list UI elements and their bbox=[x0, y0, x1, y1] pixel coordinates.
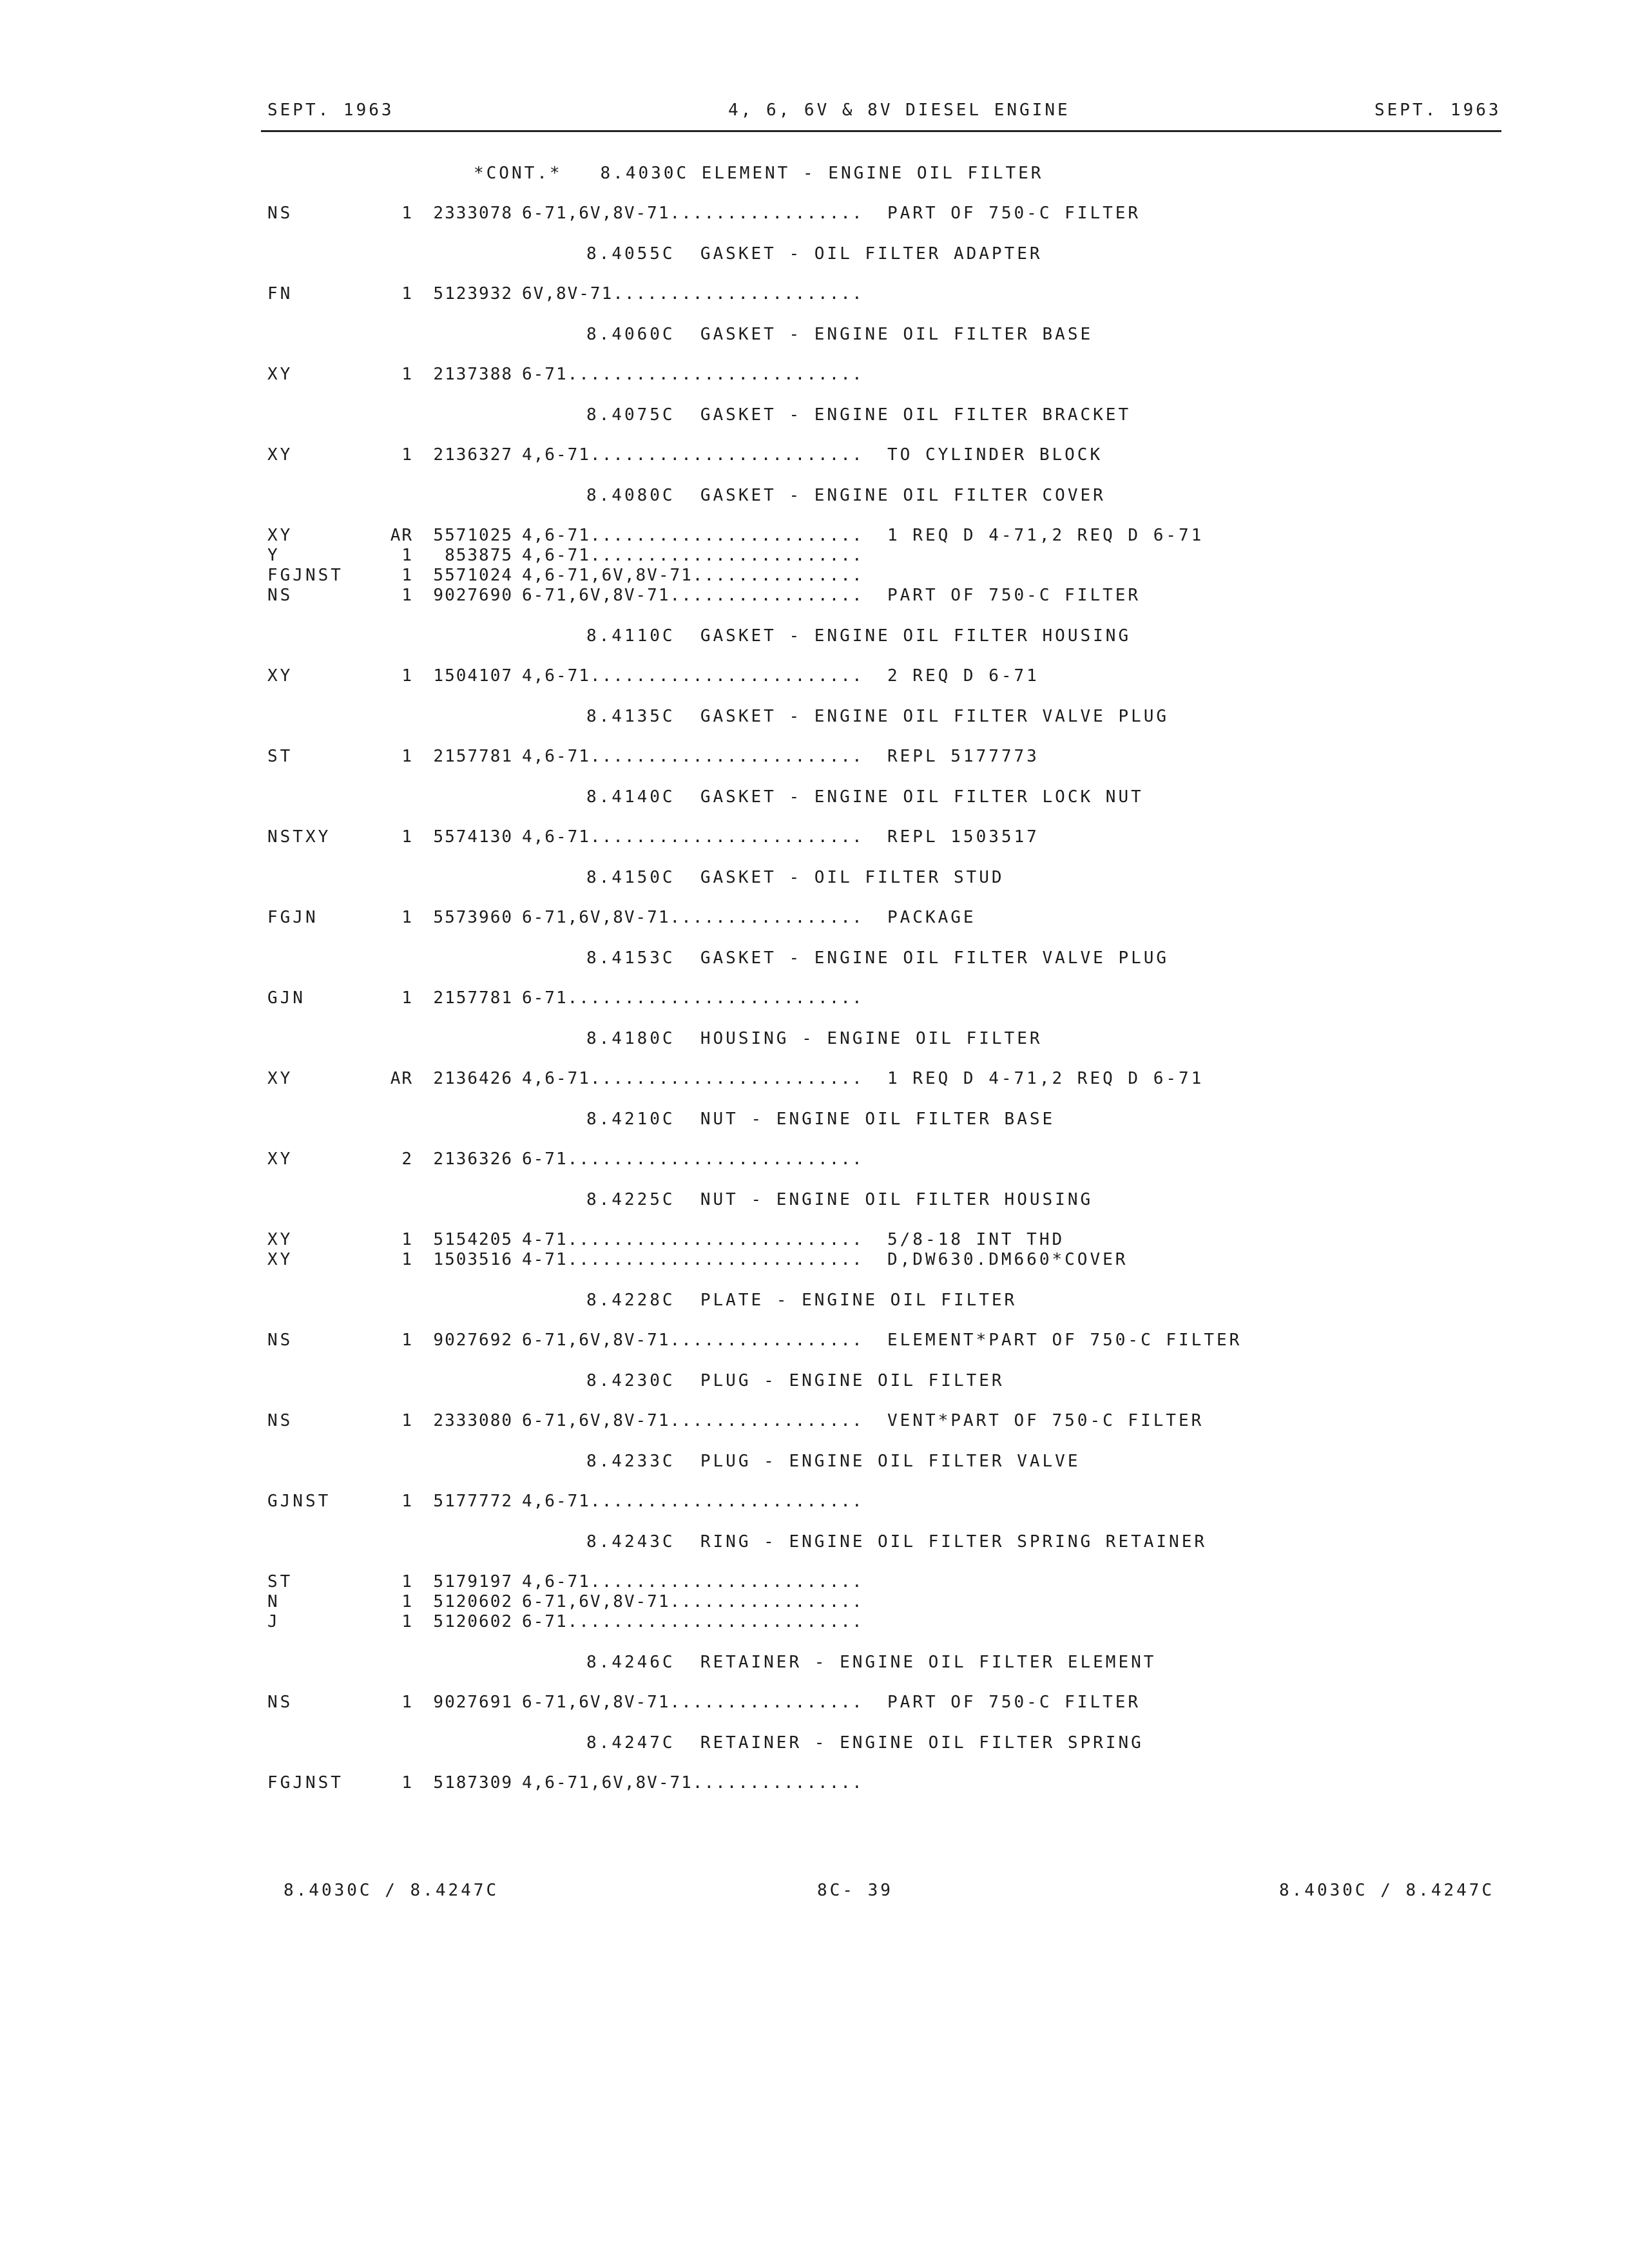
part-row bbox=[0, 747, 1629, 767]
part-qty: 1 bbox=[401, 566, 413, 585]
part-note: D,DW630.DM660*COVER bbox=[887, 1250, 1128, 1269]
section-title: 8.4180C HOUSING - ENGINE OIL FILTER bbox=[586, 1029, 1043, 1048]
part-code: XY bbox=[267, 1069, 293, 1088]
part-row bbox=[0, 1069, 1629, 1089]
section-entries bbox=[0, 908, 1629, 928]
part-row bbox=[0, 526, 1629, 546]
header-title: 4, 6, 6V & 8V DIESEL ENGINE bbox=[728, 101, 1070, 120]
section-title: 8.4243C RING - ENGINE OIL FILTER SPRING RETAINER bbox=[586, 1532, 1208, 1552]
section-entries bbox=[0, 1331, 1629, 1350]
part-pn: 2136326 bbox=[433, 1149, 513, 1169]
part-desc: 4,6-71........................ bbox=[522, 1492, 863, 1511]
part-desc: 6V,8V-71...................... bbox=[522, 284, 863, 303]
section-entries bbox=[0, 1693, 1629, 1713]
part-qty: 1 bbox=[401, 365, 413, 384]
part-pn: 2333078 bbox=[433, 204, 513, 223]
part-code: FGJN bbox=[267, 908, 318, 927]
section-heading bbox=[0, 947, 1629, 988]
footer-page-number: 8C- 39 bbox=[817, 1881, 893, 1900]
section-entries bbox=[0, 666, 1629, 686]
part-note: TO CYLINDER BLOCK bbox=[887, 445, 1103, 465]
part-note: VENT*PART OF 750-C FILTER bbox=[887, 1411, 1204, 1430]
part-pn: 9027690 bbox=[433, 586, 513, 605]
part-desc: 4,6-71........................ bbox=[522, 666, 863, 686]
section-entries bbox=[0, 988, 1629, 1008]
part-desc: 4-71.......................... bbox=[522, 1250, 863, 1269]
part-row bbox=[0, 666, 1629, 686]
part-desc: 4,6-71,6V,8V-71............... bbox=[522, 566, 863, 585]
part-note: 1 REQ D 4-71,2 REQ D 6-71 bbox=[887, 1069, 1204, 1088]
part-qty: AR bbox=[390, 1069, 413, 1088]
part-desc: 6-71.......................... bbox=[522, 1149, 863, 1169]
part-row bbox=[0, 1612, 1629, 1632]
part-row bbox=[0, 1572, 1629, 1592]
part-note: REPL 1503517 bbox=[887, 827, 1039, 847]
section-heading bbox=[0, 706, 1629, 747]
part-desc: 6-71,6V,8V-71................. bbox=[522, 586, 863, 605]
part-desc: 6-71,6V,8V-71................. bbox=[522, 1411, 863, 1430]
part-desc: 4,6-71,6V,8V-71............... bbox=[522, 1773, 863, 1792]
part-code: NS bbox=[267, 1331, 293, 1350]
part-pn: 5154205 bbox=[433, 1230, 513, 1249]
section-title: 8.4080C GASKET - ENGINE OIL FILTER COVER bbox=[586, 486, 1106, 505]
part-note: 2 REQ D 6-71 bbox=[887, 666, 1039, 686]
section-title: 8.4233C PLUG - ENGINE OIL FILTER VALVE bbox=[586, 1452, 1081, 1471]
section-heading bbox=[0, 1531, 1629, 1572]
part-desc: 4,6-71........................ bbox=[522, 1069, 863, 1088]
section-entries bbox=[0, 284, 1629, 304]
section-title: 8.4228C PLATE - ENGINE OIL FILTER bbox=[586, 1291, 1017, 1310]
part-pn: 2137388 bbox=[433, 365, 513, 384]
section-entries bbox=[0, 1773, 1629, 1793]
part-desc: 4,6-71........................ bbox=[522, 827, 863, 847]
part-pn: 5177772 bbox=[433, 1492, 513, 1511]
header-divider bbox=[261, 130, 1501, 132]
section-entries bbox=[0, 365, 1629, 385]
section-heading bbox=[0, 1732, 1629, 1773]
part-code: XY bbox=[267, 365, 293, 384]
section-heading bbox=[0, 1028, 1629, 1069]
section-title: 8.4210C NUT - ENGINE OIL FILTER BASE bbox=[586, 1110, 1055, 1129]
part-note: PART OF 750-C FILTER bbox=[887, 1693, 1141, 1712]
part-code: GJNST bbox=[267, 1492, 331, 1511]
part-row bbox=[0, 1411, 1629, 1431]
part-desc: 4,6-71........................ bbox=[522, 1572, 863, 1591]
section-entries bbox=[0, 445, 1629, 465]
section-heading bbox=[0, 1651, 1629, 1693]
part-code: FGJNST bbox=[267, 566, 343, 585]
part-qty: 1 bbox=[401, 747, 413, 766]
header-date-left: SEPT. 1963 bbox=[267, 101, 394, 120]
part-code: XY bbox=[267, 666, 293, 686]
section-title: 8.4153C GASKET - ENGINE OIL FILTER VALVE PLUG bbox=[586, 948, 1170, 968]
section-entries bbox=[0, 1149, 1629, 1169]
part-code: NS bbox=[267, 204, 293, 223]
section-heading bbox=[0, 1189, 1629, 1230]
part-qty: 2 bbox=[401, 1149, 413, 1169]
section-title: 8.4135C GASKET - ENGINE OIL FILTER VALVE PLUG bbox=[586, 707, 1170, 726]
part-qty: 1 bbox=[401, 1693, 413, 1712]
part-row bbox=[0, 284, 1629, 304]
section-heading bbox=[0, 1450, 1629, 1492]
section-title: 8.4110C GASKET - ENGINE OIL FILTER HOUSING bbox=[586, 626, 1132, 646]
part-desc: 6-71.......................... bbox=[522, 1612, 863, 1631]
part-row bbox=[0, 1592, 1629, 1612]
part-qty: 1 bbox=[401, 1492, 413, 1511]
part-code: NS bbox=[267, 586, 293, 605]
part-desc: 6-71,6V,8V-71................. bbox=[522, 1331, 863, 1350]
part-qty: 1 bbox=[401, 204, 413, 223]
part-qty: AR bbox=[390, 526, 413, 545]
section-entries bbox=[0, 747, 1629, 767]
footer-range-left: 8.4030C / 8.4247C bbox=[284, 1881, 499, 1900]
part-row bbox=[0, 365, 1629, 385]
section-heading bbox=[0, 625, 1629, 666]
part-row bbox=[0, 1492, 1629, 1512]
part-code: J bbox=[267, 1612, 280, 1631]
part-row bbox=[0, 566, 1629, 586]
part-code: ST bbox=[267, 1572, 293, 1591]
parts-list bbox=[0, 162, 1629, 1812]
part-row bbox=[0, 1693, 1629, 1713]
section-entries bbox=[0, 827, 1629, 847]
part-code: XY bbox=[267, 1230, 293, 1249]
part-pn: 5571024 bbox=[433, 566, 513, 585]
part-code: NS bbox=[267, 1693, 293, 1712]
part-code: NS bbox=[267, 1411, 293, 1430]
part-note: 1 REQ D 4-71,2 REQ D 6-71 bbox=[887, 526, 1204, 545]
part-pn: 5120602 bbox=[433, 1592, 513, 1611]
section-entries bbox=[0, 204, 1629, 224]
section-heading bbox=[0, 867, 1629, 908]
part-pn: 5573960 bbox=[433, 908, 513, 927]
part-qty: 1 bbox=[401, 1572, 413, 1591]
part-pn: 5571025 bbox=[433, 526, 513, 545]
section-title: 8.4247C RETAINER - ENGINE OIL FILTER SPRING bbox=[586, 1733, 1144, 1753]
part-code: NSTXY bbox=[267, 827, 331, 847]
part-note: PACKAGE bbox=[887, 908, 976, 927]
part-qty: 1 bbox=[401, 1592, 413, 1611]
part-pn: 1504107 bbox=[433, 666, 513, 686]
section-entries bbox=[0, 1069, 1629, 1089]
part-qty: 1 bbox=[401, 586, 413, 605]
part-code: ST bbox=[267, 747, 293, 766]
part-qty: 1 bbox=[401, 1331, 413, 1350]
part-desc: 6-71,6V,8V-71................. bbox=[522, 908, 863, 927]
section-heading bbox=[0, 162, 1629, 204]
section-entries bbox=[0, 1492, 1629, 1512]
part-row bbox=[0, 1149, 1629, 1169]
part-qty: 1 bbox=[401, 666, 413, 686]
section-heading bbox=[0, 485, 1629, 526]
part-note: 5/8-18 INT THD bbox=[887, 1230, 1065, 1249]
part-pn: 9027692 bbox=[433, 1331, 513, 1350]
part-pn: 2136327 bbox=[433, 445, 513, 465]
part-note: PART OF 750-C FILTER bbox=[887, 586, 1141, 605]
footer-range-right: 8.4030C / 8.4247C bbox=[1279, 1881, 1495, 1900]
part-desc: 6-71,6V,8V-71................. bbox=[522, 1693, 863, 1712]
part-code: N bbox=[267, 1592, 280, 1611]
section-heading bbox=[0, 1370, 1629, 1411]
part-desc: 4-71.......................... bbox=[522, 1230, 863, 1249]
header-date-right: SEPT. 1963 bbox=[1374, 101, 1501, 120]
section-heading bbox=[0, 404, 1629, 445]
part-desc: 4,6-71........................ bbox=[522, 445, 863, 465]
part-row bbox=[0, 1250, 1629, 1270]
part-row bbox=[0, 1230, 1629, 1250]
part-qty: 1 bbox=[401, 284, 413, 303]
section-title: 8.4230C PLUG - ENGINE OIL FILTER bbox=[586, 1371, 1005, 1390]
part-desc: 6-71,6V,8V-71................. bbox=[522, 204, 863, 223]
part-code: XY bbox=[267, 526, 293, 545]
section-entries bbox=[0, 1230, 1629, 1270]
part-pn: 5123932 bbox=[433, 284, 513, 303]
part-pn: 5187309 bbox=[433, 1773, 513, 1792]
section-entries bbox=[0, 526, 1629, 606]
part-qty: 1 bbox=[401, 908, 413, 927]
part-qty: 1 bbox=[401, 546, 413, 565]
part-row bbox=[0, 445, 1629, 465]
part-desc: 4,6-71........................ bbox=[522, 546, 863, 565]
section-title: 8.4246C RETAINER - ENGINE OIL FILTER ELEMENT bbox=[586, 1653, 1157, 1672]
section-title: 8.4140C GASKET - ENGINE OIL FILTER LOCK NUT bbox=[586, 787, 1144, 807]
part-row bbox=[0, 908, 1629, 928]
part-row bbox=[0, 827, 1629, 847]
part-qty: 1 bbox=[401, 1612, 413, 1631]
part-code: XY bbox=[267, 1149, 293, 1169]
part-pn: 5574130 bbox=[433, 827, 513, 847]
part-desc: 4,6-71........................ bbox=[522, 526, 863, 545]
part-desc: 6-71.......................... bbox=[522, 988, 863, 1008]
part-pn: 5179197 bbox=[433, 1572, 513, 1591]
part-pn: 2136426 bbox=[433, 1069, 513, 1088]
section-title: *CONT.* 8.4030C ELEMENT - ENGINE OIL FILTER bbox=[474, 164, 1044, 183]
section-title: 8.4060C GASKET - ENGINE OIL FILTER BASE bbox=[586, 325, 1094, 344]
part-desc: 4,6-71........................ bbox=[522, 747, 863, 766]
part-qty: 1 bbox=[401, 445, 413, 465]
part-pn: 2333080 bbox=[433, 1411, 513, 1430]
part-qty: 1 bbox=[401, 1773, 413, 1792]
part-row bbox=[0, 1773, 1629, 1793]
part-qty: 1 bbox=[401, 1250, 413, 1269]
part-row bbox=[0, 1331, 1629, 1350]
section-title: 8.4150C GASKET - OIL FILTER STUD bbox=[586, 868, 1005, 887]
part-note: ELEMENT*PART OF 750-C FILTER bbox=[887, 1331, 1242, 1350]
part-pn: 2157781 bbox=[433, 988, 513, 1008]
part-code: XY bbox=[267, 1250, 293, 1269]
part-note: REPL 5177773 bbox=[887, 747, 1039, 766]
part-row bbox=[0, 586, 1629, 606]
part-pn: 2157781 bbox=[433, 747, 513, 766]
section-title: 8.4055C GASKET - OIL FILTER ADAPTER bbox=[586, 244, 1043, 264]
part-row bbox=[0, 988, 1629, 1008]
section-heading bbox=[0, 323, 1629, 365]
section-heading bbox=[0, 786, 1629, 827]
part-note: PART OF 750-C FILTER bbox=[887, 204, 1141, 223]
part-desc: 6-71,6V,8V-71................. bbox=[522, 1592, 863, 1611]
part-code: GJN bbox=[267, 988, 305, 1008]
part-code: FGJNST bbox=[267, 1773, 343, 1792]
part-row bbox=[0, 204, 1629, 224]
section-entries bbox=[0, 1411, 1629, 1431]
part-row bbox=[0, 546, 1629, 566]
part-qty: 1 bbox=[401, 988, 413, 1008]
section-title: 8.4075C GASKET - ENGINE OIL FILTER BRACKET bbox=[586, 405, 1132, 425]
part-qty: 1 bbox=[401, 1230, 413, 1249]
part-pn: 9027691 bbox=[433, 1693, 513, 1712]
part-qty: 1 bbox=[401, 827, 413, 847]
part-qty: 1 bbox=[401, 1411, 413, 1430]
section-title: 8.4225C NUT - ENGINE OIL FILTER HOUSING bbox=[586, 1190, 1094, 1209]
part-pn: 5120602 bbox=[433, 1612, 513, 1631]
section-heading bbox=[0, 1289, 1629, 1331]
part-desc: 6-71.......................... bbox=[522, 365, 863, 384]
part-code: Y bbox=[267, 546, 280, 565]
part-pn: 853875 bbox=[445, 546, 513, 565]
part-pn: 1503516 bbox=[433, 1250, 513, 1269]
section-heading bbox=[0, 1108, 1629, 1149]
part-code: FN bbox=[267, 284, 293, 303]
section-entries bbox=[0, 1572, 1629, 1632]
part-code: XY bbox=[267, 445, 293, 465]
section-heading bbox=[0, 243, 1629, 284]
